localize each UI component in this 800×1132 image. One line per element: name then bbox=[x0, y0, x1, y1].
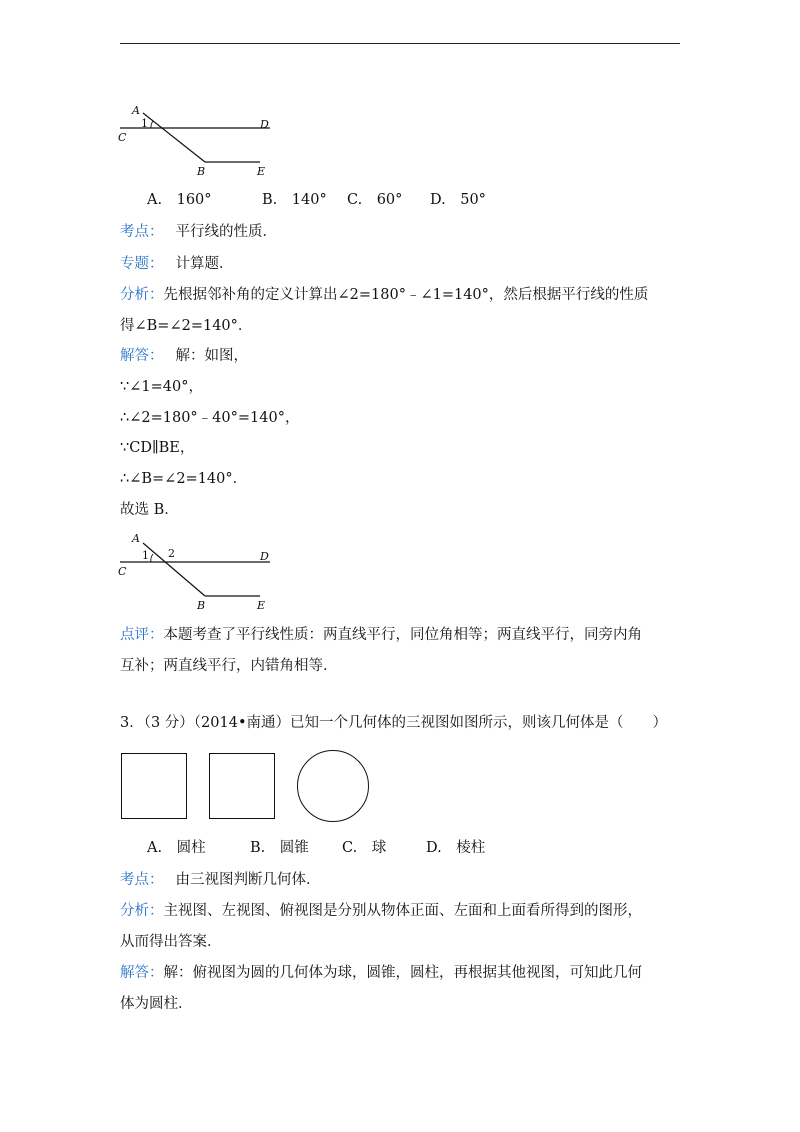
label-e: E bbox=[257, 165, 266, 178]
q3-options bbox=[147, 838, 485, 858]
q2-option-b: B. 140° bbox=[262, 192, 327, 208]
label-c: C bbox=[118, 565, 127, 578]
label-a: A bbox=[132, 104, 140, 117]
parallel-lines-figure-1 bbox=[115, 95, 285, 185]
q2-zhuanti: 专题： 计算题． bbox=[120, 256, 234, 272]
label-e: E bbox=[257, 599, 266, 612]
q2-jieda-line-2: ∵∠1=40°， bbox=[120, 379, 203, 395]
q3-option-d: D. 棱柱 bbox=[426, 840, 486, 856]
top-view-circle bbox=[297, 750, 369, 822]
q2-dianping: 点评：本题考查了平行线性质：两直线平行，同位角相等；两直线平行，同旁内角 bbox=[120, 627, 642, 643]
q2-jieda-line-6: 故选 B． bbox=[120, 502, 179, 518]
q2-options bbox=[147, 190, 486, 210]
label-b: B bbox=[197, 599, 206, 612]
q3-jieda: 解答：解：俯视图为圆的几何体为球，圆锥，圆柱，再根据其他视图，可知此几何 bbox=[120, 965, 642, 981]
q2-option-c: C. 60° bbox=[347, 192, 403, 208]
q3-jieda-cont: 体为圆柱． bbox=[120, 996, 193, 1012]
label-d: D bbox=[260, 550, 269, 563]
q2-dianping-cont: 互补；两直线平行，内错角相等． bbox=[120, 658, 338, 674]
parallel-lines-figure-2 bbox=[115, 525, 285, 615]
q2-jieda: 解答： 解：如图， bbox=[120, 348, 248, 364]
q3-stem: 3．（3 分）（2014•南通）已知一个几何体的三视图如图所示，则该几何体是（ ） bbox=[120, 715, 668, 731]
header-rule bbox=[120, 43, 680, 44]
q2-jieda-line-3: ∴∠2=180°﹣40°=140°， bbox=[120, 410, 300, 426]
label-a: A bbox=[132, 532, 140, 545]
label-d: D bbox=[260, 118, 269, 131]
front-view-square bbox=[121, 753, 187, 819]
label-angle-2: 2 bbox=[168, 547, 175, 560]
q2-option-d: D. 50° bbox=[430, 192, 486, 208]
q3-option-b: B. 圆锥 bbox=[250, 840, 309, 856]
label-b: B bbox=[197, 165, 206, 178]
q2-fenxi-cont: 得∠B=∠2=140°． bbox=[120, 318, 253, 334]
q2-kaodian: 考点： 平行线的性质． bbox=[120, 224, 277, 240]
side-view-square bbox=[209, 753, 275, 819]
label-angle-1: 1 bbox=[141, 117, 148, 130]
q2-option-a: A. 160° bbox=[147, 192, 212, 208]
q3-option-c: C. 球 bbox=[342, 840, 387, 856]
q2-fenxi: 分析：先根据邻补角的定义计算出∠2=180°﹣∠1=140°，然后根据平行线的性质 bbox=[120, 287, 649, 303]
q3-option-a: A. 圆柱 bbox=[147, 840, 206, 856]
q2-jieda-line-4: ∵CD∥BE， bbox=[120, 440, 195, 456]
q3-kaodian: 考点： 由三视图判断几何体． bbox=[120, 872, 321, 888]
label-angle-1: 1 bbox=[142, 549, 149, 562]
q3-fenxi-cont: 从而得出答案． bbox=[120, 934, 222, 950]
label-c: C bbox=[118, 131, 127, 144]
q3-fenxi: 分析：主视图、左视图、俯视图是分别从物体正面、左面和上面看所得到的图形， bbox=[120, 903, 642, 919]
q2-jieda-line-5: ∴∠B=∠2=140°． bbox=[120, 471, 248, 487]
